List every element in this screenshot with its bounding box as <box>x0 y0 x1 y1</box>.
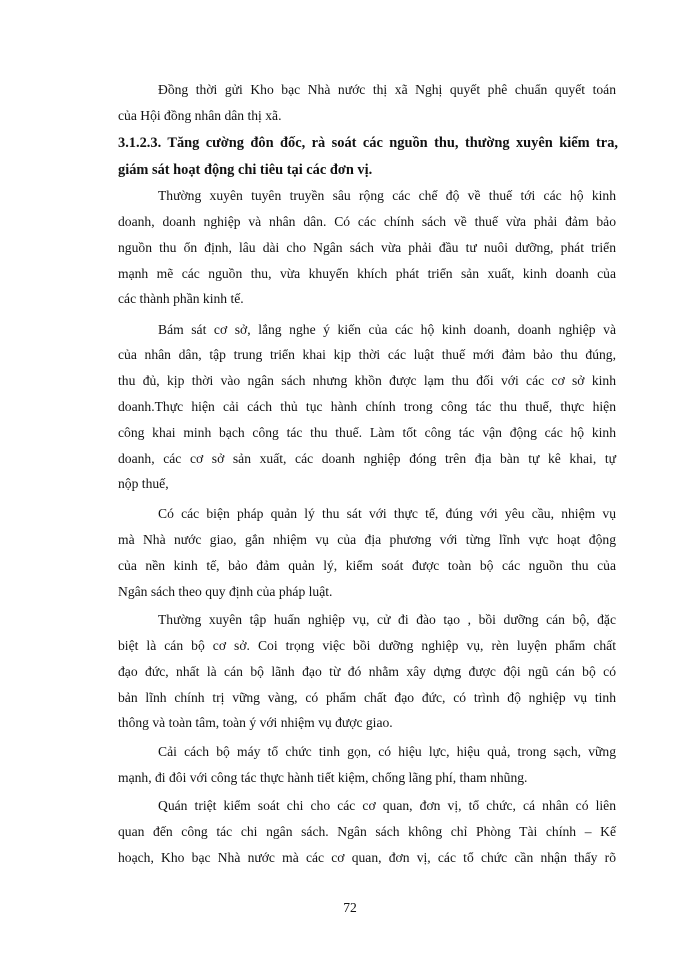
section-heading-line-1: 3.1.2.3. Tăng cường đôn đốc, rà soát các nguồn thu, thường xuyên kiểm tra, <box>118 135 618 151</box>
paragraph-4-line: biệt là cán bộ cơ sở. Coi trọng việc bồi dưỡng nghiệp vụ, rèn luyện phẩm chất <box>118 638 616 653</box>
paragraph-4-line: đạo đức, nhất là cán bộ lãnh đạo từ đó nhằm xây dựng được đội ngũ cán bộ có <box>118 664 616 679</box>
paragraph-4-line: thông và toàn tâm, toàn ý với nhiệm vụ được giao. <box>118 715 393 730</box>
paragraph-2-line: doanh.Thực hiện cải cách thủ tục hành chính trong công tác thu thuế, thực hiện <box>118 399 616 414</box>
paragraph-5-line: mạnh, đi đôi với công tác thực hành tiết kiệm, chống lãng phí, tham nhũng. <box>118 770 528 785</box>
paragraph-3-line: Ngân sách theo quy định của pháp luật. <box>118 584 333 599</box>
paragraph-1-line: doanh, doanh nghiệp và nhân dân. Có các chính sách về thuế vừa phải đảm bảo <box>118 214 616 229</box>
paragraph-3-line: mà Nhà nước giao, gắn nhiệm vụ của địa phương với từng lĩnh vực hoạt động <box>118 532 616 547</box>
intro-line-1: Đồng thời gửi Kho bạc Nhà nước thị xã Nghị quyết phê chuẩn quyết toán <box>158 82 616 97</box>
paragraph-2-line: doanh, các cơ sở sản xuất, các doanh nghiệp đóng trên địa bàn tự kê khai, tự <box>118 451 616 466</box>
paragraph-1-line: các thành phần kinh tế. <box>118 291 244 306</box>
paragraph-4-line: Thường xuyên tập huấn nghiệp vụ, cử đi đào tạo , bồi dưỡng cán bộ, đặc <box>158 612 616 627</box>
paragraph-6-line: Quán triệt kiểm soát chi cho các cơ quan, đơn vị, tổ chức, cá nhân có liên <box>158 798 616 813</box>
paragraph-1-line: mạnh mẽ các nguồn thu, vừa khuyến khích phát triển sản xuất, kinh doanh của <box>118 266 616 281</box>
paragraph-3-line: Có các biện pháp quản lý thu sát với thực tế, đúng với yêu cầu, nhiệm vụ <box>158 506 616 521</box>
paragraph-1-line: Thường xuyên tuyên truyền sâu rộng các chế độ về thuế tới các hộ kinh <box>158 188 616 203</box>
paragraph-2-line: Bám sát cơ sở, lắng nghe ý kiến của các hộ kinh doanh, doanh nghiệp và <box>158 322 616 337</box>
paragraph-1-line: nguồn thu ổn định, lâu dài cho Ngân sách vừa phải đầu tư nuôi dưỡng, phát triển <box>118 240 616 255</box>
paragraph-3-line: của nền kinh tế, bảo đảm quản lý, kiểm soát được toàn bộ các nguồn thu của <box>118 558 616 573</box>
paragraph-5-line: Cải cách bộ máy tổ chức tinh gọn, có hiệu lực, hiệu quả, trong sạch, vững <box>158 744 616 759</box>
paragraph-6-line: hoạch, Kho bạc Nhà nước mà các cơ quan, đơn vị, các tổ chức cần nhận thấy rõ <box>118 850 616 865</box>
page-number: 72 <box>343 900 357 915</box>
paragraph-2-line: của nhân dân, tập trung triển khai kịp thời các luật thuế mới đảm bảo thu đúng, <box>118 347 616 362</box>
paragraph-2-line: nộp thuế, <box>118 476 169 491</box>
paragraph-2-line: thu đủ, kịp thời vào ngân sách nhưng khồn được lạm thu đối với các cơ sở kinh <box>118 373 616 388</box>
paragraph-2-line: công khai minh bạch công tác thu thuế. Làm tốt công tác vận động các hộ kinh <box>118 425 616 440</box>
intro-line-2: của Hội đồng nhân dân thị xã. <box>118 108 282 123</box>
paragraph-6-line: quan đến công tác chi ngân sách. Ngân sách không chỉ Phòng Tài chính – Kế <box>118 824 616 839</box>
paragraph-4-line: bản lĩnh chính trị vững vàng, có phẩm chất đạo đức, có trình độ nghiệp vụ tinh <box>118 690 616 705</box>
section-heading-line-2: giám sát hoạt động chi tiêu tại các đơn vị. <box>118 162 373 178</box>
